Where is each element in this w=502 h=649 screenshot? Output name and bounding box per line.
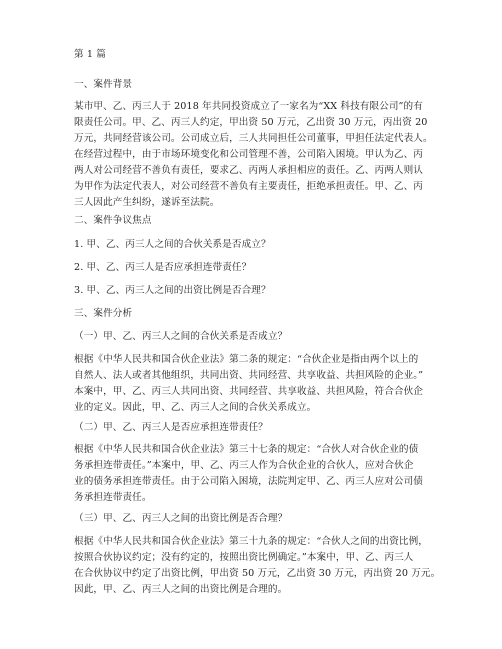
analysis-2-line-4: 务承担连带责任。	[74, 492, 152, 503]
analysis-3-line-1: 根据《中华人民共和国合伙企业法》第三十九条的规定：“合伙人之间的出资比例，	[74, 536, 428, 547]
analysis-1-line-1: 根据《中华人民共和国合伙企业法》第二条的规定：“合伙企业是指由两个以上的	[74, 354, 419, 365]
analysis-1-line-4: 业的定义。因此，甲、乙、丙三人之间的合伙关系成立。	[74, 402, 317, 413]
analysis-3-line-4: 因此，甲、乙、丙三人之间的出资比例是合理的。	[74, 584, 288, 595]
background-line-4: 在经营过程中，由于市场环境变化和公司管理不善，公司陷入困境。甲认为乙、丙	[74, 149, 423, 160]
analysis-3-line-2: 按照合伙协议约定；没有约定的，按照出资比例确定。”本案中，甲、乙、丙三人	[74, 552, 414, 563]
background-line-1: 某市甲、乙、丙三人于 2018 年共同投资成立了一家名为“XX 科技有限公司”的有	[74, 101, 423, 112]
background-line-5: 两人对公司经营不善负有责任，要求乙、丙两人承担相应的责任。乙、丙两人则认	[74, 165, 423, 176]
subheading-2: （二）甲、乙、丙三人是否应承担连带责任？	[74, 422, 268, 433]
section-heading-analysis: 三、案件分析	[74, 308, 133, 319]
background-line-2: 限责任公司。甲、乙、丙三人约定，甲出资 50 万元，乙出资 30 万元，丙出资 20	[74, 117, 428, 128]
issue-1: 1. 甲、乙、丙三人之间的合伙关系是否成立？	[74, 239, 271, 250]
subheading-1: （一）甲、乙、丙三人之间的合伙关系是否成立？	[74, 331, 288, 342]
background-line-7: 三人因此产生纠纷，遂诉至法院。	[74, 197, 220, 208]
part-title: 第 1 篇	[74, 49, 106, 60]
background-line-3: 万元，共同经营该公司。公司成立后，三人共同担任公司董事，甲担任法定代表人。	[74, 133, 433, 144]
subheading-3: （三）甲、乙、丙三人之间的出资比例是否合理？	[74, 513, 288, 524]
analysis-1-line-3: 本案中，甲、乙、丙三人共同出资、共同经营、共享收益、共担风险，符合合伙企	[74, 386, 423, 397]
issue-3: 3. 甲、乙、丙三人之间的出资比例是否合理？	[74, 285, 271, 296]
analysis-2-line-2: 务承担连带责任。”本案中，甲、乙、丙三人作为合伙企业的合伙人，应对合伙企	[74, 460, 414, 471]
analysis-1-line-2: 自然人、法人或者其他组织，共同出资、共同经营、共享收益、共担风险的企业。”	[74, 370, 424, 381]
background-line-6: 为甲作为法定代表人，对公司经营不善负有主要责任，拒绝承担责任。甲、乙、丙	[74, 181, 423, 192]
analysis-2-line-1: 根据《中华人民共和国合伙企业法》第三十七条的规定：“合伙人对合伙企业的债	[74, 444, 419, 455]
issue-2: 2. 甲、乙、丙三人是否应承担连带责任？	[74, 262, 252, 273]
analysis-3-line-3: 在合伙协议中约定了出资比例，甲出资 50 万元，乙出资 30 万元，丙出资 20 万元。	[74, 568, 441, 579]
section-heading-background: 一、案件背景	[74, 79, 133, 90]
section-heading-issues: 二、案件争议焦点	[74, 215, 152, 226]
analysis-2-line-3: 业的债务承担连带责任。由于公司陷入困境，法院判定甲、乙、丙三人应对公司债	[74, 476, 423, 487]
